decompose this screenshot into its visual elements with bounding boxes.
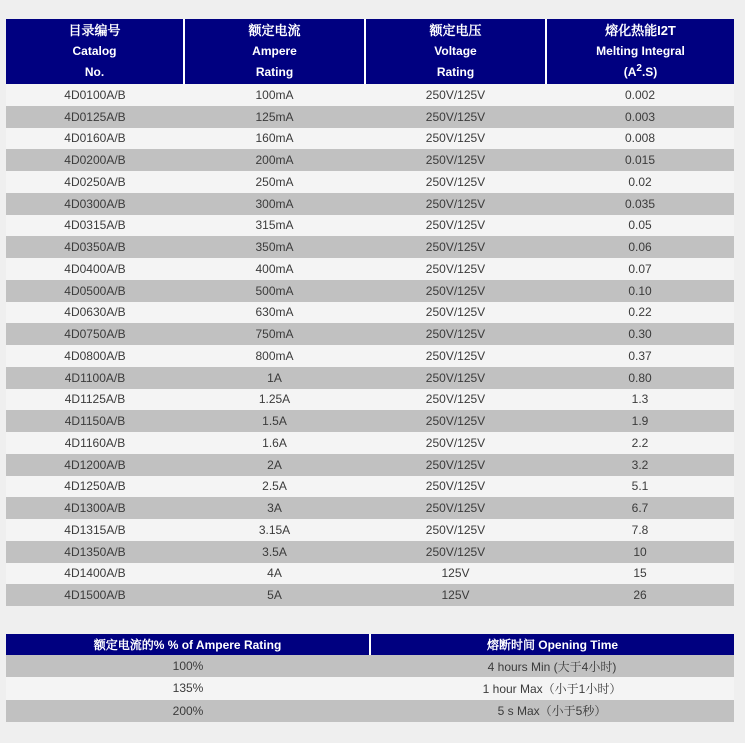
table-cell: 1.6A bbox=[184, 432, 365, 454]
table-cell: 0.015 bbox=[546, 149, 734, 171]
table-cell: 250V/125V bbox=[365, 389, 546, 411]
table-row bbox=[6, 128, 734, 150]
header-row bbox=[6, 19, 734, 84]
table-cell: 4D1250A/B bbox=[6, 476, 184, 498]
table-row bbox=[6, 367, 734, 389]
table-cell: 4D0200A/B bbox=[6, 149, 184, 171]
table-cell: 10 bbox=[546, 541, 734, 563]
col-header-ampere-en1: Ampere bbox=[252, 44, 297, 58]
table-cell: 125V bbox=[365, 584, 546, 606]
table-cell: 4D1160A/B bbox=[6, 432, 184, 454]
table-cell: 4D1150A/B bbox=[6, 410, 184, 432]
table-cell: 7.8 bbox=[546, 519, 734, 541]
table-cell: 100mA bbox=[184, 84, 365, 106]
table-cell: 4D0800A/B bbox=[6, 345, 184, 367]
table-cell: 0.30 bbox=[546, 323, 734, 345]
table-cell: 250V/125V bbox=[365, 258, 546, 280]
col-header-catalog-zh: 目录编号 bbox=[68, 23, 121, 38]
header-row bbox=[6, 634, 734, 655]
table-cell: 26 bbox=[546, 584, 734, 606]
table-cell: 6.7 bbox=[546, 497, 734, 519]
table-cell: 4A bbox=[184, 563, 365, 585]
table-cell: 200mA bbox=[184, 149, 365, 171]
table-cell: 5A bbox=[184, 584, 365, 606]
table-cell: 4D1100A/B bbox=[6, 367, 184, 389]
table-cell: 160mA bbox=[184, 128, 365, 150]
table-cell: 4D1125A/B bbox=[6, 389, 184, 411]
table-cell: 250V/125V bbox=[365, 497, 546, 519]
table-row bbox=[6, 541, 734, 563]
table-cell: 5 s Max（小于5秒） bbox=[370, 700, 734, 722]
table-cell: 300mA bbox=[184, 193, 365, 215]
col-header-melting-unit: $(A^2.S)$ bbox=[623, 63, 658, 79]
table-cell: 0.003 bbox=[546, 106, 734, 128]
table-cell: 4D1300A/B bbox=[6, 497, 184, 519]
col-header-voltage-en1: Voltage bbox=[434, 44, 477, 58]
table-cell: 3.2 bbox=[546, 454, 734, 476]
table-cell: 2.5A bbox=[184, 476, 365, 498]
table-row bbox=[6, 149, 734, 171]
table-row bbox=[6, 236, 734, 258]
col-header-voltage-zh: 额定电压 bbox=[429, 23, 482, 38]
table-cell: 0.05 bbox=[546, 215, 734, 237]
table-cell: 250V/125V bbox=[365, 345, 546, 367]
table-cell: 125mA bbox=[184, 106, 365, 128]
table-cell: 250V/125V bbox=[365, 215, 546, 237]
table-cell: 250V/125V bbox=[365, 541, 546, 563]
col-header-catalog-en2: No. bbox=[84, 65, 105, 79]
table-cell: 1.25A bbox=[184, 389, 365, 411]
table-cell: 5.1 bbox=[546, 476, 734, 498]
table-cell: 250V/125V bbox=[365, 106, 546, 128]
table-cell: 250V/125V bbox=[365, 193, 546, 215]
col-header-opening-time: 熔断时间 Opening Time bbox=[370, 634, 734, 655]
table-cell: 4D0315A/B bbox=[6, 215, 184, 237]
table-cell: 100% bbox=[6, 655, 370, 677]
table-cell: 250V/125V bbox=[365, 410, 546, 432]
table-row bbox=[6, 106, 734, 128]
table-cell: 1.9 bbox=[546, 410, 734, 432]
table-cell: 0.22 bbox=[546, 302, 734, 324]
table-row bbox=[6, 323, 734, 345]
table-cell: 250V/125V bbox=[365, 323, 546, 345]
table-cell: 250V/125V bbox=[365, 128, 546, 150]
table-cell: 0.07 bbox=[546, 258, 734, 280]
table-cell: 0.10 bbox=[546, 280, 734, 302]
table-cell: 4D1200A/B bbox=[6, 454, 184, 476]
table-cell: 0.008 bbox=[546, 128, 734, 150]
table-cell: 750mA bbox=[184, 323, 365, 345]
table-cell: 250V/125V bbox=[365, 149, 546, 171]
table-cell: 4D0160A/B bbox=[6, 128, 184, 150]
table-row bbox=[6, 454, 734, 476]
table-cell: 250V/125V bbox=[365, 84, 546, 106]
opening-time-table-body bbox=[6, 655, 734, 722]
table-cell: 315mA bbox=[184, 215, 365, 237]
col-header-ampere-en2: Rating bbox=[255, 65, 294, 79]
table-row bbox=[6, 410, 734, 432]
table-cell: 4D1400A/B bbox=[6, 563, 184, 585]
fuse-table-body bbox=[6, 84, 734, 606]
table-row bbox=[6, 563, 734, 585]
table-cell: 400mA bbox=[184, 258, 365, 280]
table-row bbox=[6, 655, 734, 677]
table-cell: 4 hours Min (大于4小时) bbox=[370, 655, 734, 677]
table-cell: 4D0500A/B bbox=[6, 280, 184, 302]
table-cell: 4D0250A/B bbox=[6, 171, 184, 193]
table-cell: 4D0630A/B bbox=[6, 302, 184, 324]
fuse-spec-table bbox=[6, 19, 734, 606]
table-cell: 0.37 bbox=[546, 345, 734, 367]
table-cell: 4D0750A/B bbox=[6, 323, 184, 345]
table-row bbox=[6, 215, 734, 237]
col-header-catalog-en1: Catalog bbox=[72, 44, 117, 58]
table-cell: 0.035 bbox=[546, 193, 734, 215]
table-row bbox=[6, 280, 734, 302]
col-header-melting-en1: Melting Integral bbox=[596, 44, 685, 58]
table-cell: 250V/125V bbox=[365, 171, 546, 193]
table-cell: 250V/125V bbox=[365, 367, 546, 389]
table-cell: 3.5A bbox=[184, 541, 365, 563]
table-cell: 250V/125V bbox=[365, 432, 546, 454]
table-row bbox=[6, 476, 734, 498]
table-cell: 3.15A bbox=[184, 519, 365, 541]
table-cell: 200% bbox=[6, 700, 370, 722]
table-cell: 4D1500A/B bbox=[6, 584, 184, 606]
table-row bbox=[6, 258, 734, 280]
table-cell: 4D0100A/B bbox=[6, 84, 184, 106]
fuse-spec-table-header bbox=[6, 19, 734, 84]
col-header-catalog-no bbox=[6, 19, 184, 84]
table-cell: 125V bbox=[365, 563, 546, 585]
table-row bbox=[6, 171, 734, 193]
table-cell: 4D0125A/B bbox=[6, 106, 184, 128]
table-row bbox=[6, 84, 734, 106]
table-cell: 2.2 bbox=[546, 432, 734, 454]
table-cell: 630mA bbox=[184, 302, 365, 324]
table-cell: 4D1315A/B bbox=[6, 519, 184, 541]
table-cell: 3A bbox=[184, 497, 365, 519]
col-header-melting-zh: 熔化热能I2T bbox=[605, 23, 676, 38]
table-cell: 250V/125V bbox=[365, 302, 546, 324]
table-cell: 0.06 bbox=[546, 236, 734, 258]
opening-time-table bbox=[6, 634, 734, 722]
table-row bbox=[6, 432, 734, 454]
table-cell: 1.5A bbox=[184, 410, 365, 432]
table-cell: 800mA bbox=[184, 345, 365, 367]
table-cell: 0.80 bbox=[546, 367, 734, 389]
table-row bbox=[6, 345, 734, 367]
table-cell: 500mA bbox=[184, 280, 365, 302]
table-row bbox=[6, 389, 734, 411]
table-cell: 135% bbox=[6, 677, 370, 699]
table-cell: 250V/125V bbox=[365, 236, 546, 258]
table-cell: 0.002 bbox=[546, 84, 734, 106]
table-cell: 350mA bbox=[184, 236, 365, 258]
table-cell: 1 hour Max（小于1小时） bbox=[370, 677, 734, 699]
table-cell: 15 bbox=[546, 563, 734, 585]
table-cell: 250V/125V bbox=[365, 519, 546, 541]
col-header-voltage-en2: Rating bbox=[436, 65, 475, 79]
table-row bbox=[6, 700, 734, 722]
opening-time-table-header bbox=[6, 634, 734, 655]
table-cell: 250V/125V bbox=[365, 280, 546, 302]
table-row bbox=[6, 677, 734, 699]
table-cell: 4D0300A/B bbox=[6, 193, 184, 215]
col-header-percent-ampere-rating: 额定电流的% % of Ampere Rating bbox=[6, 634, 370, 655]
table-cell: 1A bbox=[184, 367, 365, 389]
table-cell: 4D0400A/B bbox=[6, 258, 184, 280]
table-cell: 4D1350A/B bbox=[6, 541, 184, 563]
table-row bbox=[6, 497, 734, 519]
table-row bbox=[6, 302, 734, 324]
table-row bbox=[6, 584, 734, 606]
table-cell: 250V/125V bbox=[365, 454, 546, 476]
table-cell: 2A bbox=[184, 454, 365, 476]
table-cell: 1.3 bbox=[546, 389, 734, 411]
table-cell: 4D0350A/B bbox=[6, 236, 184, 258]
table-cell: 250V/125V bbox=[365, 476, 546, 498]
table-row bbox=[6, 519, 734, 541]
table-row bbox=[6, 193, 734, 215]
col-header-melting-integral bbox=[546, 19, 734, 84]
col-header-voltage-rating bbox=[365, 19, 546, 84]
table-cell: 0.02 bbox=[546, 171, 734, 193]
col-header-ampere-rating bbox=[184, 19, 365, 84]
table-cell: 250mA bbox=[184, 171, 365, 193]
col-header-ampere-zh: 额定电流 bbox=[248, 23, 301, 38]
